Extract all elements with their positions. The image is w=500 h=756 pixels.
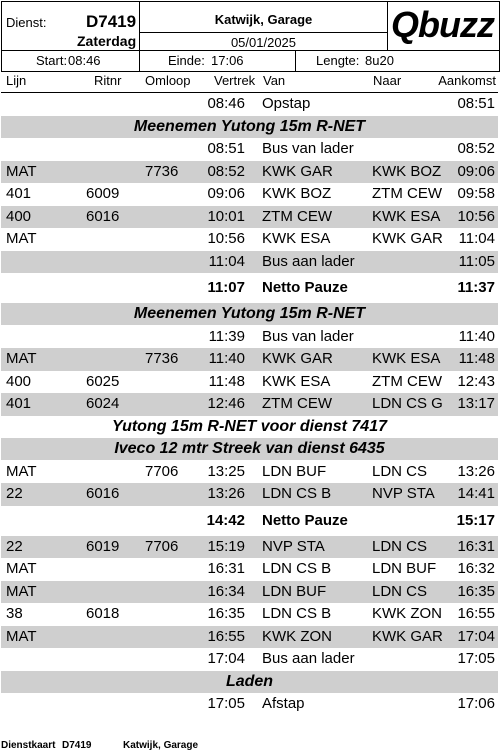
cell-aankomst: 09:58 <box>457 185 495 202</box>
cell-van: Netto Pauze <box>262 511 348 529</box>
cell-van: KWK BOZ <box>262 185 332 202</box>
cell-omloop: 7736 <box>145 350 179 367</box>
day-label: Zaterdag <box>77 33 137 49</box>
cell-naar: KWK BOZ <box>372 162 442 180</box>
col-naar: Naar <box>373 73 402 88</box>
cell-lijn: 400 <box>6 207 32 225</box>
cell-aankomst: 17:04 <box>457 627 495 645</box>
cell-van: Bus aan lader <box>262 650 355 667</box>
cell-aankomst: 14:41 <box>457 485 495 502</box>
cell-vertrek: 14:42 <box>206 511 245 529</box>
cell-naar: LDN CS <box>372 537 428 555</box>
lengte-value: 8u20 <box>365 53 394 68</box>
cell-naar: KWK ESA <box>372 207 441 225</box>
cell-van: Bus aan lader <box>262 252 355 270</box>
table-row <box>1 558 498 581</box>
cell-aankomst: 16:35 <box>457 582 495 600</box>
section-header: Iveco 12 mtr Streek van dienst 6435 <box>1 438 498 460</box>
header-box <box>1 1 500 51</box>
table-row <box>1 161 498 184</box>
cell-naar: KWK GAR <box>372 230 443 247</box>
table-row <box>1 536 498 559</box>
cell-van: Afstap <box>262 695 305 712</box>
cell-vertrek: 16:35 <box>207 605 245 622</box>
cell-lijn: 400 <box>6 372 32 390</box>
table-row <box>1 326 498 349</box>
cell-vertrek: 12:46 <box>207 395 245 412</box>
date-label: 05/01/2025 <box>230 35 297 50</box>
cell-aankomst: 11:40 <box>458 327 495 345</box>
cell-vertrek: 08:52 <box>207 162 245 180</box>
cell-aankomst: 11:05 <box>458 252 495 270</box>
cell-omloop: 7736 <box>145 162 179 180</box>
cell-vertrek: 13:26 <box>207 485 245 502</box>
cell-lijn: MAT <box>6 627 37 645</box>
cell-van: KWK GAR <box>262 350 333 367</box>
cell-aankomst: 09:06 <box>457 162 495 180</box>
table-row <box>1 348 498 371</box>
cell-van: ZTM CEW <box>262 395 332 412</box>
table-row <box>1 626 498 649</box>
col-lijn: Lijn <box>6 73 27 88</box>
cell-van: KWK ZON <box>262 627 332 645</box>
cell-vertrek: 11:07 <box>207 279 245 296</box>
table-row <box>1 506 498 536</box>
cell-vertrek: 11:04 <box>208 252 245 270</box>
divider <box>140 32 387 33</box>
col-omloop: Omloop <box>145 73 191 88</box>
cell-ritnr: 6016 <box>86 485 120 502</box>
cell-aankomst: 10:56 <box>457 207 495 225</box>
cell-van: KWK ESA <box>262 230 331 247</box>
cell-aankomst: 13:26 <box>457 462 495 480</box>
col-aankomst: Aankomst <box>438 73 496 88</box>
cell-aankomst: 17:06 <box>457 695 495 712</box>
cell-vertrek: 09:06 <box>207 185 245 202</box>
cell-van: Opstap <box>262 95 311 112</box>
table-row <box>1 483 498 506</box>
cell-omloop: 7706 <box>145 537 179 555</box>
cell-aankomst: 15:17 <box>456 511 495 529</box>
cell-aankomst: 08:52 <box>457 140 495 157</box>
col-van: Van <box>263 73 286 88</box>
lengte-label: Lengte: <box>316 53 360 68</box>
table-row <box>1 603 498 626</box>
cell-vertrek: 17:04 <box>207 650 245 667</box>
divider <box>139 50 140 71</box>
footer-code: D7419 <box>62 740 92 751</box>
cell-ritnr: 6025 <box>86 372 120 390</box>
cell-vertrek: 10:01 <box>207 207 245 225</box>
cell-lijn: 401 <box>6 185 32 202</box>
cell-ritnr: 6009 <box>86 185 120 202</box>
cell-van: LDN CS B <box>262 485 332 502</box>
cell-ritnr: 6024 <box>86 395 120 412</box>
table-row <box>1 251 498 274</box>
dienst-label: Dienst: <box>6 15 47 30</box>
cell-lijn: MAT <box>6 230 37 247</box>
footer-location: Katwijk, Garage <box>123 740 199 751</box>
cell-aankomst: 11:37 <box>457 279 495 296</box>
cell-lijn: MAT <box>6 462 37 480</box>
cell-aankomst: 08:51 <box>457 95 495 112</box>
column-header-row <box>1 72 498 93</box>
cell-ritnr: 6019 <box>86 537 120 555</box>
cell-van: LDN CS B <box>262 560 332 577</box>
section-header: Yutong 15m R-NET voor dienst 7417 <box>111 417 387 435</box>
cell-lijn: 22 <box>6 537 23 555</box>
times-row <box>1 50 500 72</box>
cell-vertrek: 10:56 <box>207 230 245 247</box>
location-label: Katwijk, Garage <box>214 12 313 27</box>
cell-naar: LDN CS G <box>372 395 443 412</box>
cell-van: KWK GAR <box>262 162 333 180</box>
einde-label: Einde: <box>168 53 205 68</box>
table-row <box>1 183 498 206</box>
table-row <box>1 93 498 116</box>
cell-van: LDN BUF <box>262 462 327 480</box>
cell-lijn: MAT <box>6 350 37 367</box>
cell-van: Netto Pauze <box>262 279 348 296</box>
cell-vertrek: 16:31 <box>207 560 245 577</box>
cell-aankomst: 12:43 <box>457 372 495 390</box>
cell-van: Bus van lader <box>262 327 354 345</box>
cell-van: KWK ESA <box>262 372 331 390</box>
cell-vertrek: 13:25 <box>207 462 245 480</box>
cell-van: NVP STA <box>262 537 325 555</box>
cell-naar: KWK GAR <box>372 627 443 645</box>
cell-van: ZTM CEW <box>262 207 332 225</box>
section-header: Laden <box>1 671 498 693</box>
cell-aankomst: 16:55 <box>457 605 495 622</box>
cell-naar: ZTM CEW <box>372 372 442 390</box>
cell-naar: NVP STA <box>372 485 435 502</box>
cell-ritnr: 6018 <box>86 605 120 622</box>
cell-vertrek: 17:05 <box>207 695 245 712</box>
cell-naar: KWK ZON <box>372 605 442 622</box>
cell-van: LDN CS B <box>262 605 332 622</box>
cell-vertrek: 08:51 <box>207 140 245 157</box>
cell-lijn: 22 <box>6 485 23 502</box>
cell-aankomst: 17:05 <box>457 650 495 667</box>
cell-vertrek: 11:39 <box>208 327 245 345</box>
table-row <box>1 581 498 604</box>
col-ritnr: Ritnr <box>94 73 122 88</box>
cell-van: LDN BUF <box>262 582 327 600</box>
cell-naar: ZTM CEW <box>372 185 442 202</box>
start-value: 08:46 <box>68 53 101 68</box>
table-row <box>1 648 498 671</box>
table-row <box>1 393 498 416</box>
cell-aankomst: 16:32 <box>457 560 495 577</box>
dienst-code: D7419 <box>86 12 137 31</box>
cell-lijn: 401 <box>6 395 32 412</box>
table-row <box>1 461 498 484</box>
cell-lijn: 38 <box>6 605 23 622</box>
cell-lijn: MAT <box>6 582 37 600</box>
cell-aankomst: 13:17 <box>457 395 495 412</box>
col-vertrek: Vertrek <box>214 73 256 88</box>
cell-vertrek: 15:19 <box>207 537 245 555</box>
cell-aankomst: 11:04 <box>458 230 495 247</box>
table-row <box>1 206 498 229</box>
cell-vertrek: 11:40 <box>208 350 245 367</box>
cell-aankomst: 11:48 <box>458 350 495 367</box>
section-header: Meenemen Yutong 15m R-NET <box>1 116 498 138</box>
cell-naar: LDN BUF <box>372 560 437 577</box>
cell-ritnr: 6016 <box>86 207 120 225</box>
cell-van: Bus van lader <box>262 140 354 157</box>
table-row <box>1 371 498 394</box>
cell-naar: LDN CS <box>372 462 428 480</box>
cell-vertrek: 16:55 <box>207 627 245 645</box>
cell-lijn: MAT <box>6 560 37 577</box>
cell-lijn: MAT <box>6 162 37 180</box>
table-row <box>1 693 498 716</box>
cell-vertrek: 11:48 <box>208 372 245 390</box>
cell-vertrek: 08:46 <box>207 95 245 112</box>
start-label: Start: <box>36 53 68 68</box>
cell-naar: LDN CS <box>372 582 428 600</box>
divider <box>387 2 388 50</box>
section-header: Meenemen Yutong 15m R-NET <box>1 303 498 325</box>
table-row <box>1 138 498 161</box>
cell-omloop: 7706 <box>145 462 179 480</box>
qbuzz-logo: Qbuzz <box>391 4 494 45</box>
cell-aankomst: 16:31 <box>457 537 495 555</box>
divider <box>295 50 296 71</box>
cell-vertrek: 16:34 <box>207 582 245 600</box>
table-row <box>1 273 498 303</box>
footer-label: Dienstkaart <box>1 740 56 751</box>
einde-value: 17:06 <box>211 53 244 68</box>
cell-naar: KWK ESA <box>372 350 441 367</box>
table-row <box>1 228 498 251</box>
